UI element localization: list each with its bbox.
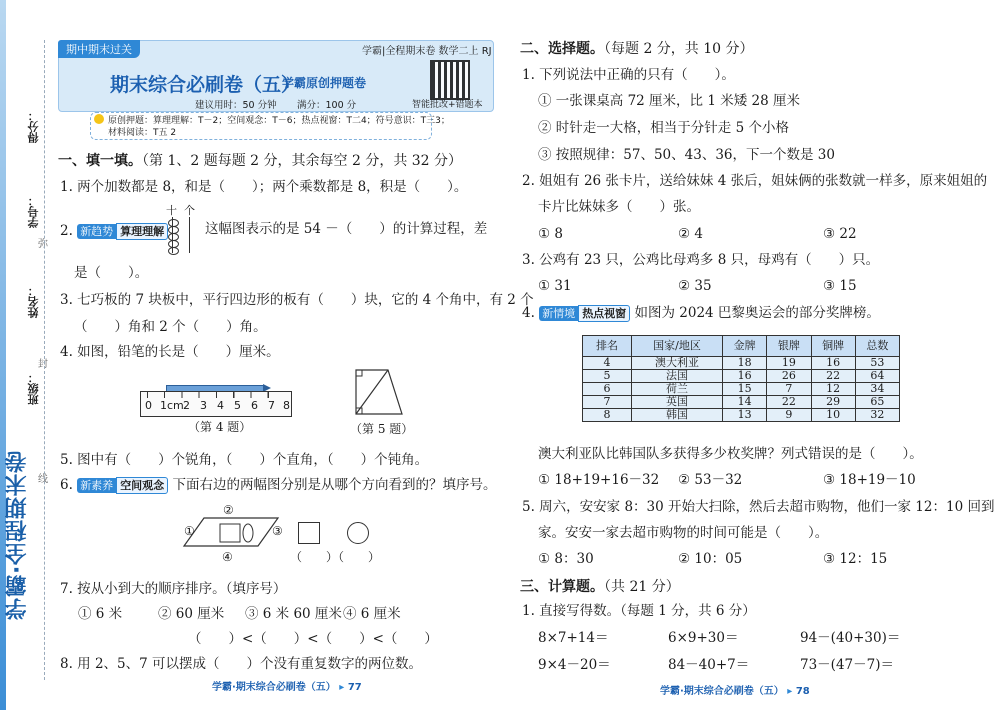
- cell: 16: [723, 370, 767, 383]
- th-gold: 金牌: [723, 336, 767, 357]
- left-footer-title: 学霸·期末综合必刷卷（五）: [212, 682, 336, 693]
- l-question-3-line-2: （ ）角和 2 个（ ）角。: [74, 319, 267, 335]
- cell: 29: [811, 396, 855, 409]
- cell: 53: [855, 357, 899, 370]
- r-q1-option-3: ③ 按照规律：57、50、43、36，下一个数是 30: [538, 147, 835, 163]
- right-footer: [660, 682, 810, 697]
- s3-question-1: 1. 直接写得数。（每题 1 分，共 6 分）: [522, 603, 756, 619]
- fig5-caption: （第 5 题）: [350, 422, 414, 436]
- section-2-heading: [520, 38, 754, 58]
- table-row: [583, 357, 900, 370]
- abacus-rod-ones: [189, 217, 190, 253]
- right-page-number: 78: [795, 686, 810, 697]
- q7-option-4: ④ 6 厘米: [343, 606, 401, 622]
- fig6-solid: [182, 506, 286, 562]
- seal-char-2: 封: [38, 359, 48, 370]
- cell: 22: [811, 370, 855, 383]
- r-question-1: 1. 下列说法中正确的只有（ ）。: [522, 67, 735, 83]
- ruler-label-6: 6: [251, 399, 258, 412]
- cell: 10: [811, 409, 855, 422]
- ruler-label-5: 5: [234, 399, 241, 412]
- medal-table-header: [583, 336, 900, 357]
- ruler-label-0: 0: [145, 399, 152, 412]
- q2-tag-trend: 新趋势: [77, 224, 116, 239]
- table-row: [583, 383, 900, 396]
- th-rank: 排名: [583, 336, 632, 357]
- r-q2-option-3: ③ 22: [823, 226, 857, 242]
- th-silver: 银牌: [767, 336, 811, 357]
- section-3-note: （共 21 分）: [604, 579, 680, 595]
- l-question-6: [60, 476, 496, 494]
- r-q2-option-1: ① 8: [538, 226, 563, 242]
- l-question-2: [60, 222, 168, 240]
- cell: 9: [767, 409, 811, 422]
- r-q1-option-1: ① 一张课桌高 72 厘米，比 1 米矮 28 厘米: [538, 93, 800, 109]
- cell: 8: [583, 409, 632, 422]
- l-question-4: 4. 如图，铅笔的长是（ ）厘米。: [60, 344, 280, 360]
- r-q4-tag-trend: 新情境: [539, 306, 578, 321]
- fig4-caption: （第 4 题）: [188, 420, 252, 434]
- cell: 荷兰: [632, 383, 723, 396]
- score-label: 得分：: [27, 110, 40, 143]
- fig6-view-2: ①: [184, 524, 195, 538]
- q6-tag-trend: 新素养: [77, 478, 116, 493]
- r-q4-option-1: ① 18+19+16－32: [538, 472, 660, 488]
- r-question-5-line-1: 5. 周六，安安家 8：30 开始大扫除，然后去超市购物，他们一家 12：10 回到: [522, 499, 995, 515]
- r-question-5-line-2: 家。安安一家去超市购物的时间可能是（ ）。: [538, 525, 829, 541]
- cell: 7: [583, 396, 632, 409]
- cell: 7: [767, 383, 811, 396]
- student-id-label: 学号：: [27, 195, 40, 228]
- cell: 英国: [632, 396, 723, 409]
- left-page-arrow: ▸: [339, 682, 345, 693]
- cell: 14: [723, 396, 767, 409]
- right-page-arrow: ▸: [787, 686, 793, 697]
- q6-tag-topic: 空间观念: [116, 477, 168, 494]
- r-q4-tag-topic: 热点视窗: [578, 305, 630, 322]
- calc-2: 6×9+30＝: [668, 630, 739, 646]
- left-footer: [212, 678, 362, 693]
- abacus-ones-label: 个: [184, 204, 195, 217]
- left-page-number: 77: [347, 682, 362, 693]
- r-q3-option-1: ① 31: [538, 278, 572, 294]
- section-1-heading: [58, 150, 462, 170]
- cell: 22: [767, 396, 811, 409]
- suggested-time: 建议用时：50 分钟: [195, 100, 277, 111]
- ruler-scale: [147, 392, 285, 398]
- l-question-2-text-2: 是（ ）。: [74, 265, 149, 281]
- seal-line: [44, 40, 45, 680]
- seal-char-1: 弥: [38, 239, 48, 250]
- calc-1: 8×7+14＝: [538, 630, 609, 646]
- ruler-label-7: 7: [268, 399, 275, 412]
- abacus-figure: [164, 205, 198, 253]
- r-question-4: [522, 304, 880, 322]
- class-label: 班级：: [27, 372, 40, 405]
- abacus-bead-5: [168, 247, 179, 255]
- table-row: [583, 396, 900, 409]
- r-q5-option-1: ① 8：30: [538, 551, 594, 567]
- ruler-label-8: 8: [283, 399, 290, 412]
- cell: 5: [583, 370, 632, 383]
- fig6-circle: [347, 522, 369, 544]
- q7-option-1: ① 6 米: [78, 606, 123, 622]
- name-label: 姓名：: [27, 285, 40, 318]
- r-q1-option-2: ② 时针走一大格，相当于分针走 5 个小格: [538, 120, 789, 136]
- table-row: [583, 409, 900, 422]
- notes-line-1: 原创押题：算理理解：T－2；空间观念：T－6；热点视窗：T二4；符号意识：T三3；: [108, 116, 450, 126]
- fig6-view-4: ④: [222, 550, 233, 564]
- cell: 65: [855, 396, 899, 409]
- r-q4-number: 4.: [522, 305, 535, 321]
- calc-4: 9×4－20＝: [538, 657, 611, 673]
- series-label: 学霸|全程期末卷 数学二上 RJ: [362, 46, 492, 57]
- q6-number: 6.: [60, 477, 73, 493]
- cell: 澳大利亚: [632, 357, 723, 370]
- cell: 法国: [632, 370, 723, 383]
- notes-line-2: 材料阅读：T五 2: [108, 128, 177, 138]
- l-question-8: 8. 用 2、5、7 可以摆成（ ）个没有重复数字的两位数。: [60, 656, 423, 672]
- cell: 18: [723, 357, 767, 370]
- q2-number: 2.: [60, 223, 73, 239]
- cell: 6: [583, 383, 632, 396]
- r-question-2-line-2: 卡片比妹妹多（ ）张。: [538, 199, 700, 215]
- cell: 64: [855, 370, 899, 383]
- r-question-3: 3. 公鸡有 23 只，公鸡比母鸡多 8 只，母鸡有（ ）只。: [522, 252, 880, 268]
- r-q4-option-3: ③ 18+19－10: [823, 472, 916, 488]
- cell: 4: [583, 357, 632, 370]
- cell: 16: [811, 357, 855, 370]
- section-1-title: 一、填一填。: [58, 153, 142, 169]
- ruler-label-3: 3: [200, 399, 207, 412]
- medal-table: [582, 335, 900, 422]
- l-question-3-line-1: 3. 七巧板的 7 块板中，平行四边形的板有（ ）块，它的 4 个角中，有 2 个: [60, 292, 534, 308]
- cell: 13: [723, 409, 767, 422]
- l-question-2-text: 这幅图表示的是 54 －（ ）的计算过程，差: [205, 221, 488, 237]
- q7-option-3: ③ 6 米 60 厘米: [245, 606, 342, 622]
- l-question-7: 7. 按从小到大的顺序排序。（填序号）: [60, 581, 287, 597]
- fig5-shape: [352, 366, 404, 418]
- exam-subtitle: 学霸原创押题卷: [282, 76, 367, 90]
- r-q3-option-3: ③ 15: [823, 278, 857, 294]
- th-bronze: 铜牌: [811, 336, 855, 357]
- l-question-1: 1. 两个加数都是 8，和是（ ）；两个乘数都是 8，积是（ ）。: [60, 179, 468, 195]
- cell: 15: [723, 383, 767, 396]
- table-row: [583, 370, 900, 383]
- cell: 32: [855, 409, 899, 422]
- section-2-title: 二、选择题。: [520, 41, 604, 57]
- ruler-label-1: 1cm: [160, 399, 184, 412]
- r-q4-text: 如图为 2024 巴黎奥运会的部分奖牌榜。: [634, 305, 880, 321]
- cell: 19: [767, 357, 811, 370]
- q2-tag-topic: 算理理解: [116, 223, 168, 240]
- abacus-tens-label: 十: [166, 204, 177, 217]
- r-q5-option-3: ③ 12：15: [823, 551, 888, 567]
- r-q4-option-2: ② 53－32: [678, 472, 743, 488]
- fig6-square: [298, 522, 320, 544]
- ruler-label-2: 2: [183, 399, 190, 412]
- cell: 26: [767, 370, 811, 383]
- fig6-answer-blanks: （ ）（ ）: [290, 550, 381, 564]
- calc-6: 73－(47－7)＝: [800, 657, 894, 673]
- cell: 34: [855, 383, 899, 396]
- cell: 12: [811, 383, 855, 396]
- bulb-icon: [94, 114, 104, 124]
- calc-3: 94－(40+30)＝: [800, 630, 901, 646]
- binding-strip: [0, 0, 48, 710]
- exam-title: 期末综合必刷卷（五）: [110, 74, 301, 96]
- section-3-heading: [520, 576, 680, 596]
- section-1-note: （第 1、2 题每题 2 分，其余每空 2 分，共 32 分）: [142, 153, 463, 169]
- r-q2-option-2: ② 4: [678, 226, 703, 242]
- section-3-title: 三、计算题。: [520, 579, 604, 595]
- r-q3-option-2: ② 35: [678, 278, 712, 294]
- ruler: [140, 391, 292, 417]
- th-country: 国家/地区: [632, 336, 723, 357]
- r-question-2-line-1: 2. 姐姐有 26 张卡片，送给妹妹 4 张后，姐妹俩的张数就一样多，原来姐姐的: [522, 173, 988, 189]
- full-score: 满分：100 分: [297, 100, 357, 111]
- cell: 韩国: [632, 409, 723, 422]
- q6-text: 下面右边的两幅图分别是从哪个方向看到的？填序号。: [172, 477, 497, 493]
- r-q4-question: 澳大利亚队比韩国队多获得多少枚奖牌？列式错误的是（ ）。: [538, 446, 923, 462]
- right-footer-title: 学霸·期末综合必刷卷（五）: [660, 686, 784, 697]
- q7-answer-blanks: （ ）<（ ）<（ ）<（ ）: [188, 631, 438, 647]
- ruler-label-4: 4: [217, 399, 224, 412]
- qr-code[interactable]: [430, 60, 470, 100]
- header-tab: 期中期末过关: [58, 40, 140, 58]
- q7-option-2: ② 60 厘米: [158, 606, 225, 622]
- l-question-5: 5. 图中有（ ）个锐角，（ ）个直角，（ ）个钝角。: [60, 452, 429, 468]
- smart-correct: 智能批改+错题本: [412, 100, 483, 110]
- fig6-view-1: ②: [223, 503, 234, 517]
- brand-vertical: 学霸·全程期末卷: [5, 449, 30, 620]
- fig6-view-3: ③: [272, 524, 283, 538]
- th-total: 总数: [855, 336, 899, 357]
- section-2-note: （每题 2 分，共 10 分）: [604, 41, 754, 57]
- seal-char-3: 线: [38, 474, 48, 485]
- r-q5-option-2: ② 10：05: [678, 551, 743, 567]
- calc-5: 84－40+7＝: [668, 657, 750, 673]
